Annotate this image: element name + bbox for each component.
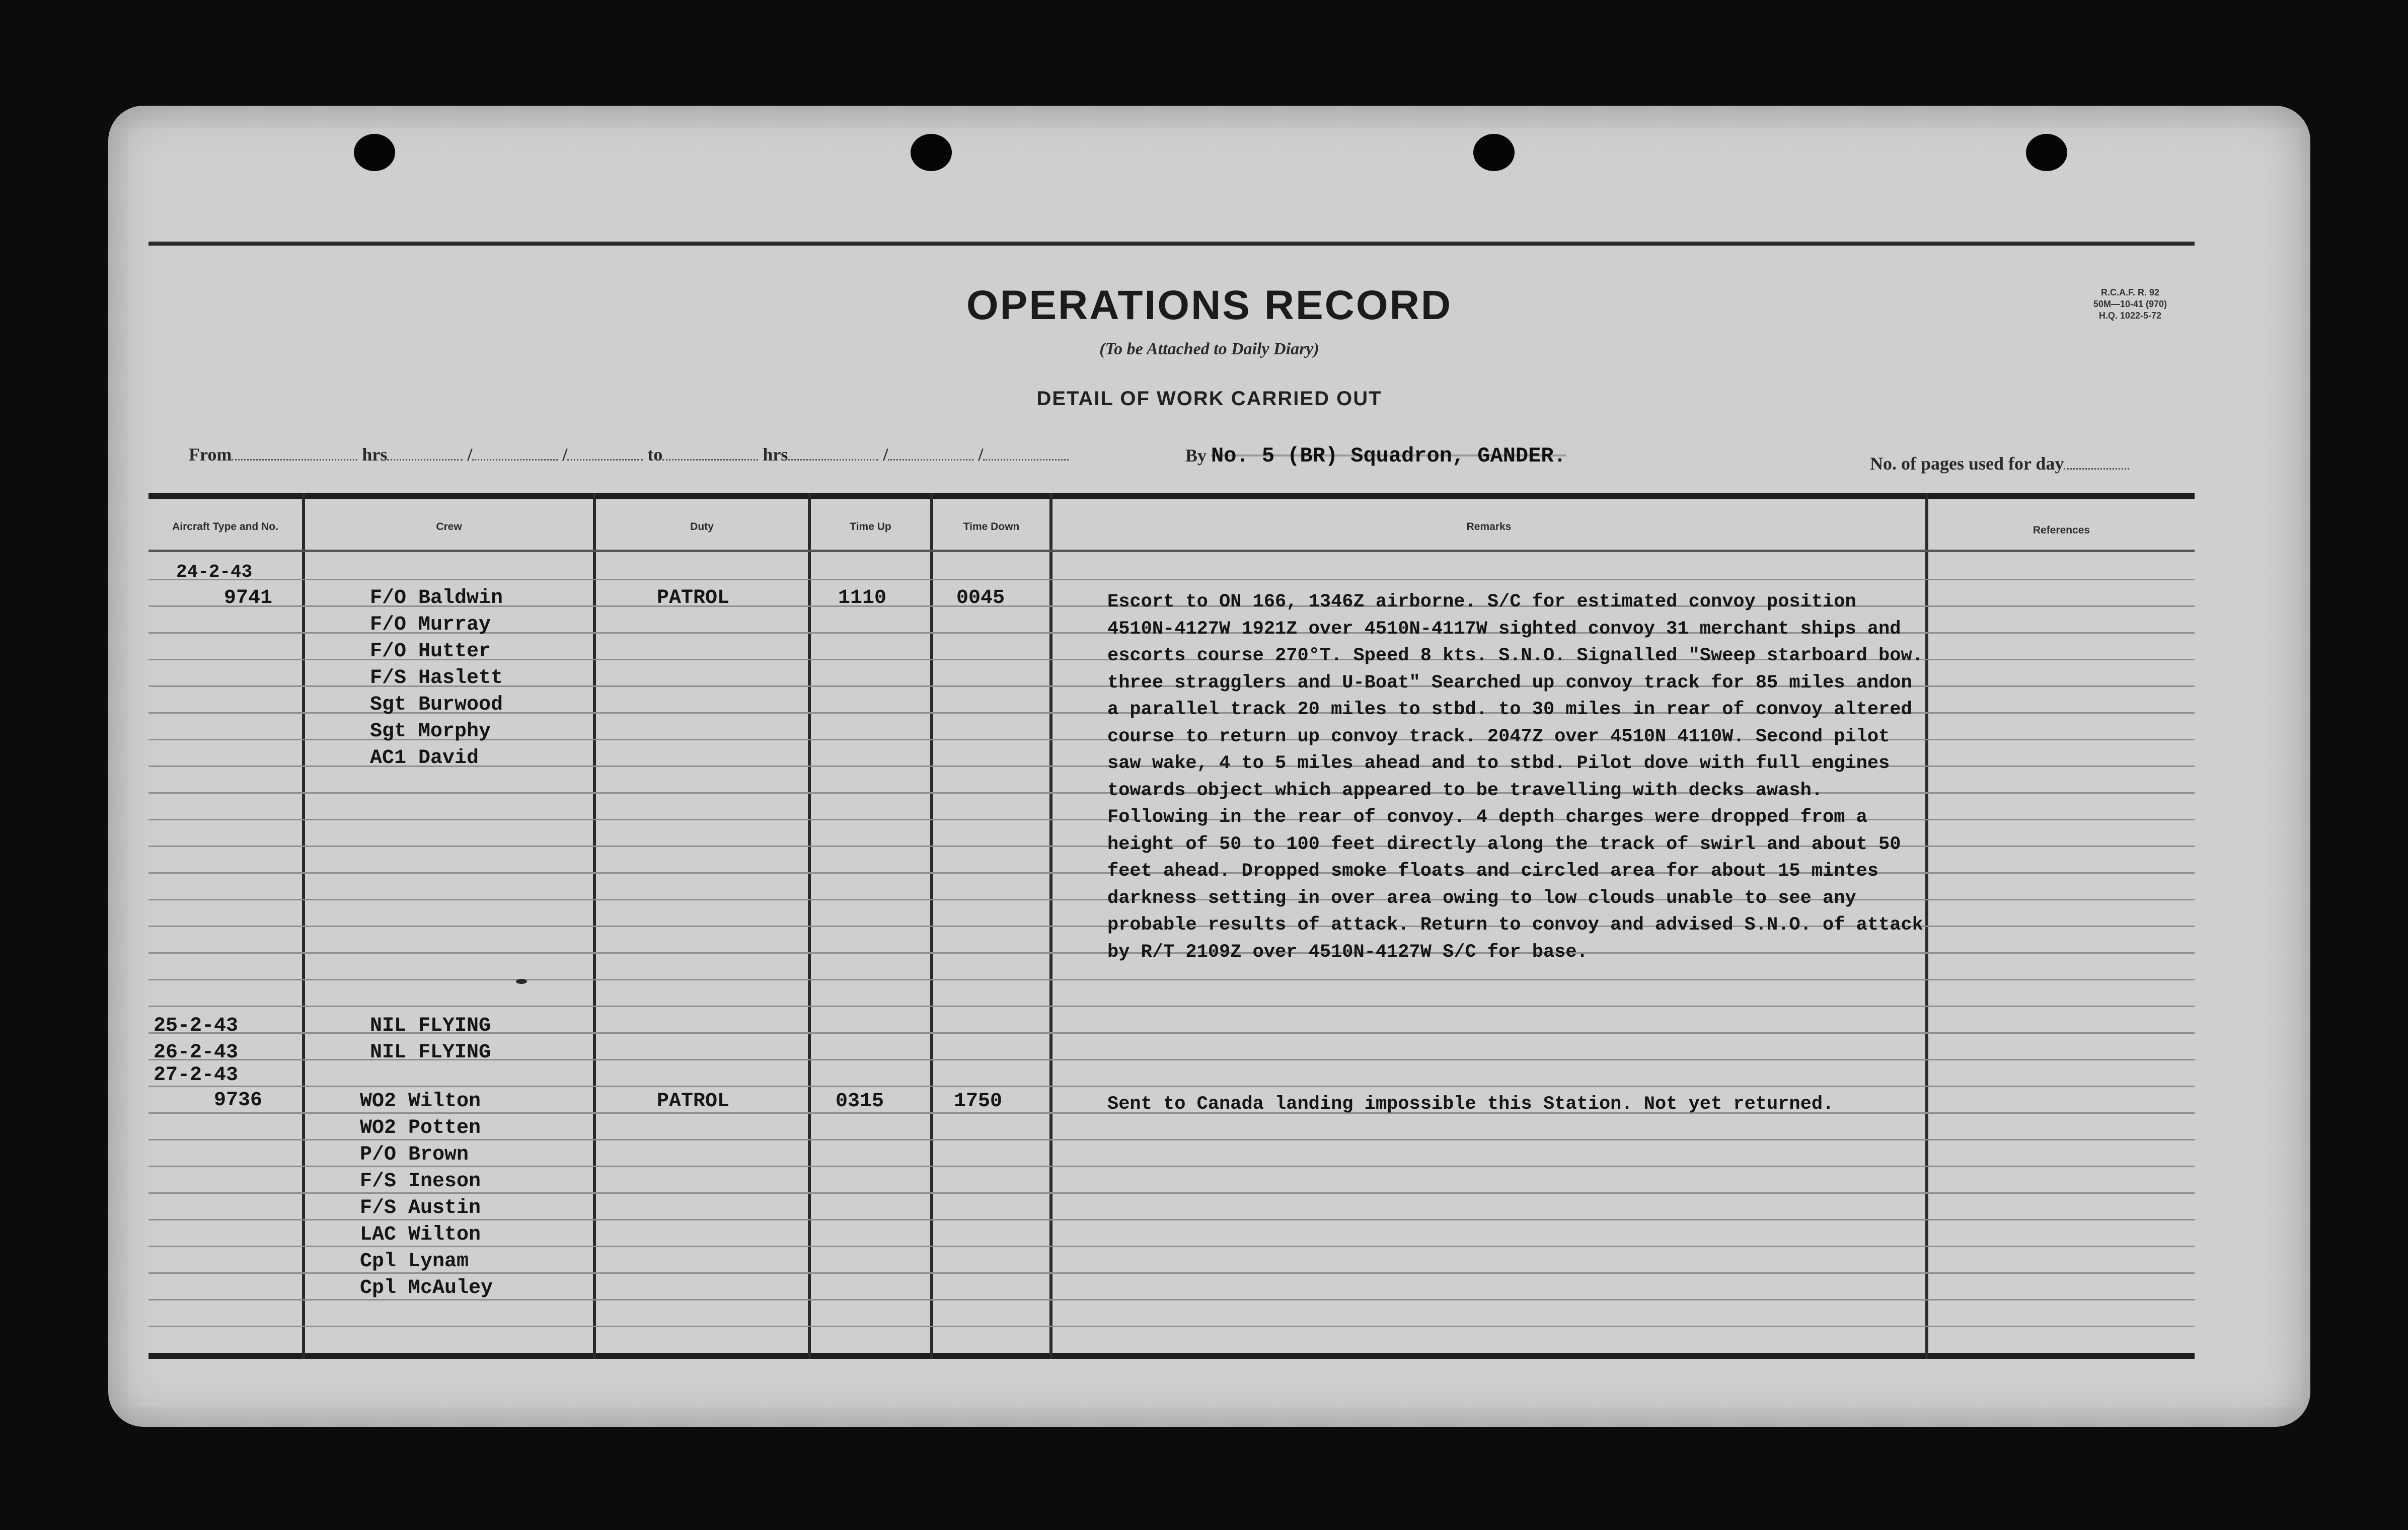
col-duty: Duty bbox=[690, 521, 714, 532]
col-aircraft: Aircraft Type and No. bbox=[172, 521, 278, 532]
col-references: References bbox=[2033, 524, 2090, 536]
time-down: 1750 bbox=[954, 1090, 1003, 1113]
duty: PATROL bbox=[657, 1090, 730, 1113]
entry-date: 25-2-43 bbox=[154, 1015, 239, 1037]
operations-record-card bbox=[108, 106, 2310, 1427]
top-rule bbox=[148, 242, 2195, 246]
remarks-text: Escort to ON 166, 1346Z airborne. S/C for estimated convoy position 4510N-4127W 1921Z over 4510N-4117W sighted convoy 31 merchant ships and escorts course 270°T. Speed 8 kts. S.N.O. Signalled "Sweep starboard bow. three stragglers and U-Boat" Searched up convoy track for 85 miles andon a parallel track 20 miles to stbd. to 30 miles in rear of convoy altered course to return up convoy track. 2047Z over 4510N 4110W. Second pilot saw wake, 4 to 5 miles ahead and to stbd. Pilot dove with full engines towards object which appeared to be travelling with decks awash. Following in the rear of convoy. 4 depth charges were dropped from a height of 50 to 100 feet directly along the track of swirl and about 50 feet ahead. Dropped smoke floats and circled area for about 15 mintes darkness setting in over area owing to low clouds unable to see any probable results of attack. Return to convoy and advised S.N.O. of attack by R/T 2109Z over 4510N-4127W S/C for base. bbox=[1107, 591, 1923, 963]
by-label: By bbox=[1185, 445, 1207, 466]
remarks-text: Sent to Canada landing impossible this Station. Not yet returned. bbox=[1107, 1094, 1834, 1115]
entry-date: 24-2-43 bbox=[176, 562, 253, 582]
table-bottom-rule bbox=[148, 1353, 2195, 1359]
hrs-label-2: hrs bbox=[763, 444, 788, 465]
from-label: From bbox=[189, 444, 232, 465]
aircraft-number: 9741 bbox=[224, 587, 273, 609]
date-range-row: From hrs / / to hrs / / bbox=[189, 444, 1069, 465]
aircraft-number: 9736 bbox=[214, 1089, 263, 1112]
form-title: OPERATIONS RECORD bbox=[966, 282, 1453, 328]
punch-hole bbox=[2026, 134, 2067, 171]
form-subtitle: (To be Attached to Daily Diary) bbox=[1099, 340, 1319, 358]
col-crew: Crew bbox=[436, 521, 462, 532]
time-up: 1110 bbox=[838, 587, 887, 609]
pages-label: No. of pages used for day bbox=[1870, 453, 2064, 474]
form-code: R.C.A.F. R. 92 50M—10-41 (970) H.Q. 1022-5-72 bbox=[2093, 287, 2167, 321]
nil-flying: NIL FLYING bbox=[370, 1041, 491, 1064]
entry-date: 27-2-43 bbox=[154, 1064, 239, 1087]
to-label: to bbox=[647, 444, 663, 465]
punch-hole bbox=[354, 134, 395, 171]
operations-table bbox=[148, 493, 2195, 1359]
col-time-down: Time Down bbox=[963, 521, 1020, 532]
squadron-row bbox=[1185, 444, 1566, 468]
crew-list: F/O Baldwin F/O Murray F/O Hutter F/S Haslett Sgt Burwood Sgt Morphy AC1 David bbox=[370, 587, 503, 770]
time-down: 0045 bbox=[956, 587, 1005, 609]
crew-list: WO2 Wilton WO2 Potten P/O Brown F/S Ineson F/S Austin LAC Wilton Cpl Lynam Cpl McAuley bbox=[360, 1090, 493, 1299]
ink-smudge bbox=[516, 979, 527, 984]
punch-hole bbox=[911, 134, 952, 171]
time-up: 0315 bbox=[836, 1090, 884, 1113]
form-detail-heading: DETAIL OF WORK CARRIED OUT bbox=[1036, 388, 1382, 410]
col-time-up: Time Up bbox=[850, 521, 891, 532]
table-top-rule bbox=[148, 493, 2195, 499]
pages-row bbox=[1870, 453, 2129, 474]
punch-hole bbox=[1473, 134, 1515, 171]
nil-flying: NIL FLYING bbox=[370, 1015, 491, 1037]
squadron-value: No. 5 (BR) Squadron, GANDER. bbox=[1211, 444, 1566, 468]
hrs-label: hrs bbox=[362, 444, 388, 465]
duty: PATROL bbox=[657, 587, 730, 609]
entry-date: 26-2-43 bbox=[154, 1041, 239, 1064]
col-remarks: Remarks bbox=[1466, 521, 1512, 532]
